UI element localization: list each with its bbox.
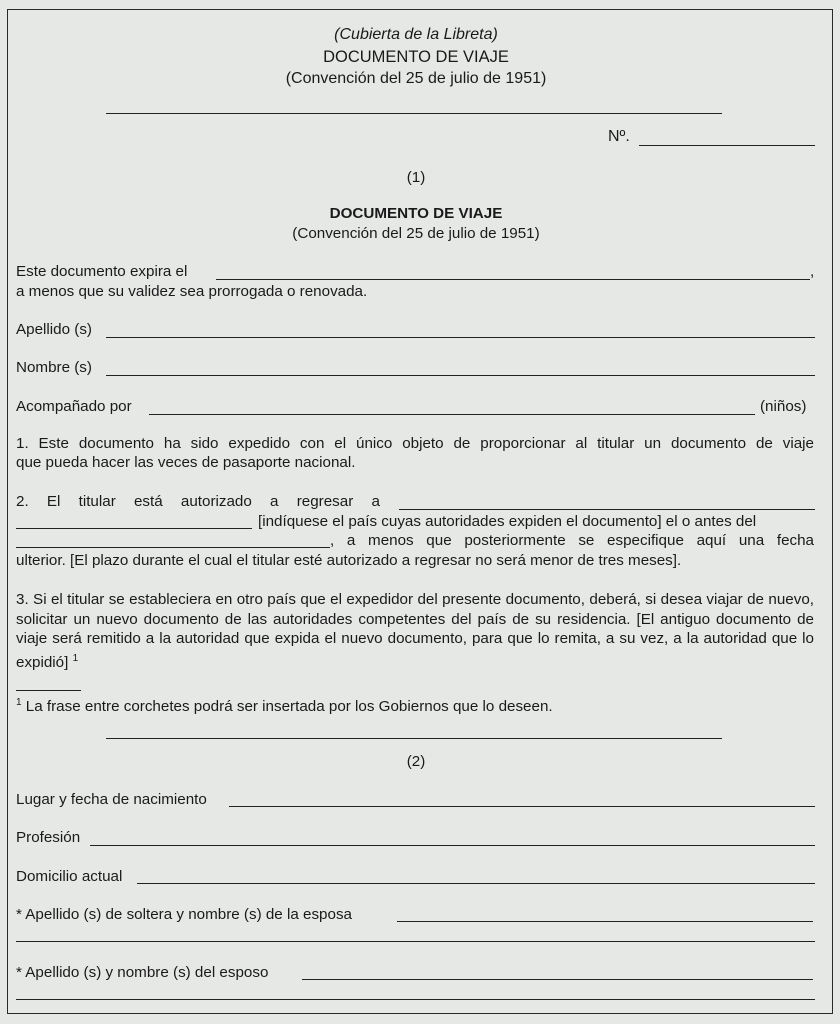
- husband-label: * Apellido (s) y nombre (s) del esposo: [16, 964, 269, 981]
- wife-field[interactable]: [397, 921, 813, 922]
- clause-2-start: 2. El titular está autorizado a regresar a: [16, 493, 380, 510]
- clause-1-line-2: que pueda hacer las veces de pasaporte nacional.: [16, 454, 356, 471]
- cover-title: DOCUMENTO DE VIAJE: [323, 48, 509, 66]
- page1-convention: (Convención del 25 de julio de 1951): [292, 225, 540, 242]
- cover-convention: (Convención del 25 de julio de 1951): [285, 70, 547, 87]
- page-divider: [106, 738, 722, 739]
- footnote-text: La frase entre corchetes podrá ser insertada por los Gobiernos que lo deseen.: [25, 698, 553, 715]
- expiry-field[interactable]: [216, 279, 810, 280]
- return-country-field-cont[interactable]: [16, 528, 252, 529]
- accompanied-label: Acompañado por: [16, 398, 132, 415]
- number-field[interactable]: [639, 145, 815, 146]
- clause-1-line-1: 1. Este documento ha sido expedido con el único objeto de proporcionar al titular un documento de viaje: [16, 435, 814, 452]
- footnote: [16, 697, 553, 715]
- clause-3: [16, 590, 814, 672]
- profession-field[interactable]: [90, 845, 815, 846]
- expiry-label: Este documento expira el: [16, 263, 188, 280]
- husband-field-cont[interactable]: [16, 999, 815, 1000]
- name-field[interactable]: [106, 375, 815, 376]
- address-label: Domicilio actual: [16, 868, 123, 885]
- footnote-separator: [16, 690, 81, 691]
- number-label: Nº.: [608, 128, 630, 145]
- return-date-field[interactable]: [16, 547, 330, 548]
- clause-2-mid2: , a menos que posteriormente se especifique aquí una fecha: [330, 532, 814, 549]
- wife-label: * Apellido (s) de soltera y nombre (s) de la esposa: [16, 906, 352, 923]
- footnote-mark: 1: [16, 697, 22, 708]
- birth-field[interactable]: [229, 806, 815, 807]
- page1-title: DOCUMENTO DE VIAJE: [329, 205, 503, 222]
- name-label: Nombre (s): [16, 359, 92, 376]
- children-label: (niños): [760, 398, 807, 415]
- address-field[interactable]: [137, 883, 815, 884]
- surname-label: Apellido (s): [16, 321, 92, 338]
- document-frame: [7, 9, 833, 1014]
- birth-label: Lugar y fecha de nacimiento: [16, 791, 207, 808]
- wife-field-cont[interactable]: [16, 941, 815, 942]
- page-number-2: (2): [406, 753, 426, 770]
- profession-label: Profesión: [16, 829, 81, 846]
- clause-2-mid: [indíquese el país cuyas autoridades expiden el documento] el o antes del: [258, 513, 757, 530]
- expiry-comma: ,: [810, 263, 815, 280]
- page-number-1: (1): [406, 169, 426, 186]
- clause-2-end: ulterior. [El plazo durante el cual el titular esté autorizado a regresar no será menor de tres meses].: [16, 552, 682, 569]
- cover-divider: [106, 113, 722, 114]
- surname-field[interactable]: [106, 337, 815, 338]
- expiry-note: a menos que su validez sea prorrogada o renovada.: [16, 283, 368, 300]
- accompanied-field[interactable]: [149, 414, 755, 415]
- husband-field[interactable]: [302, 979, 813, 980]
- return-country-field[interactable]: [399, 509, 815, 510]
- footnote-ref: 1: [72, 652, 79, 664]
- cover-label: (Cubierta de la Libreta): [334, 26, 498, 43]
- clause-3-text: 3. Si el titular se estableciera en otro país que el expedidor del presente documento, deberá, si desea viajar de nuevo, solicitar un nuevo documento de las autoridades competentes del país de su residencia. [El antiguo documento de viaje será remitido a la autoridad que expida el nuevo documento, para que lo remita, a su vez, a la autoridad que lo expidió]: [16, 591, 814, 671]
